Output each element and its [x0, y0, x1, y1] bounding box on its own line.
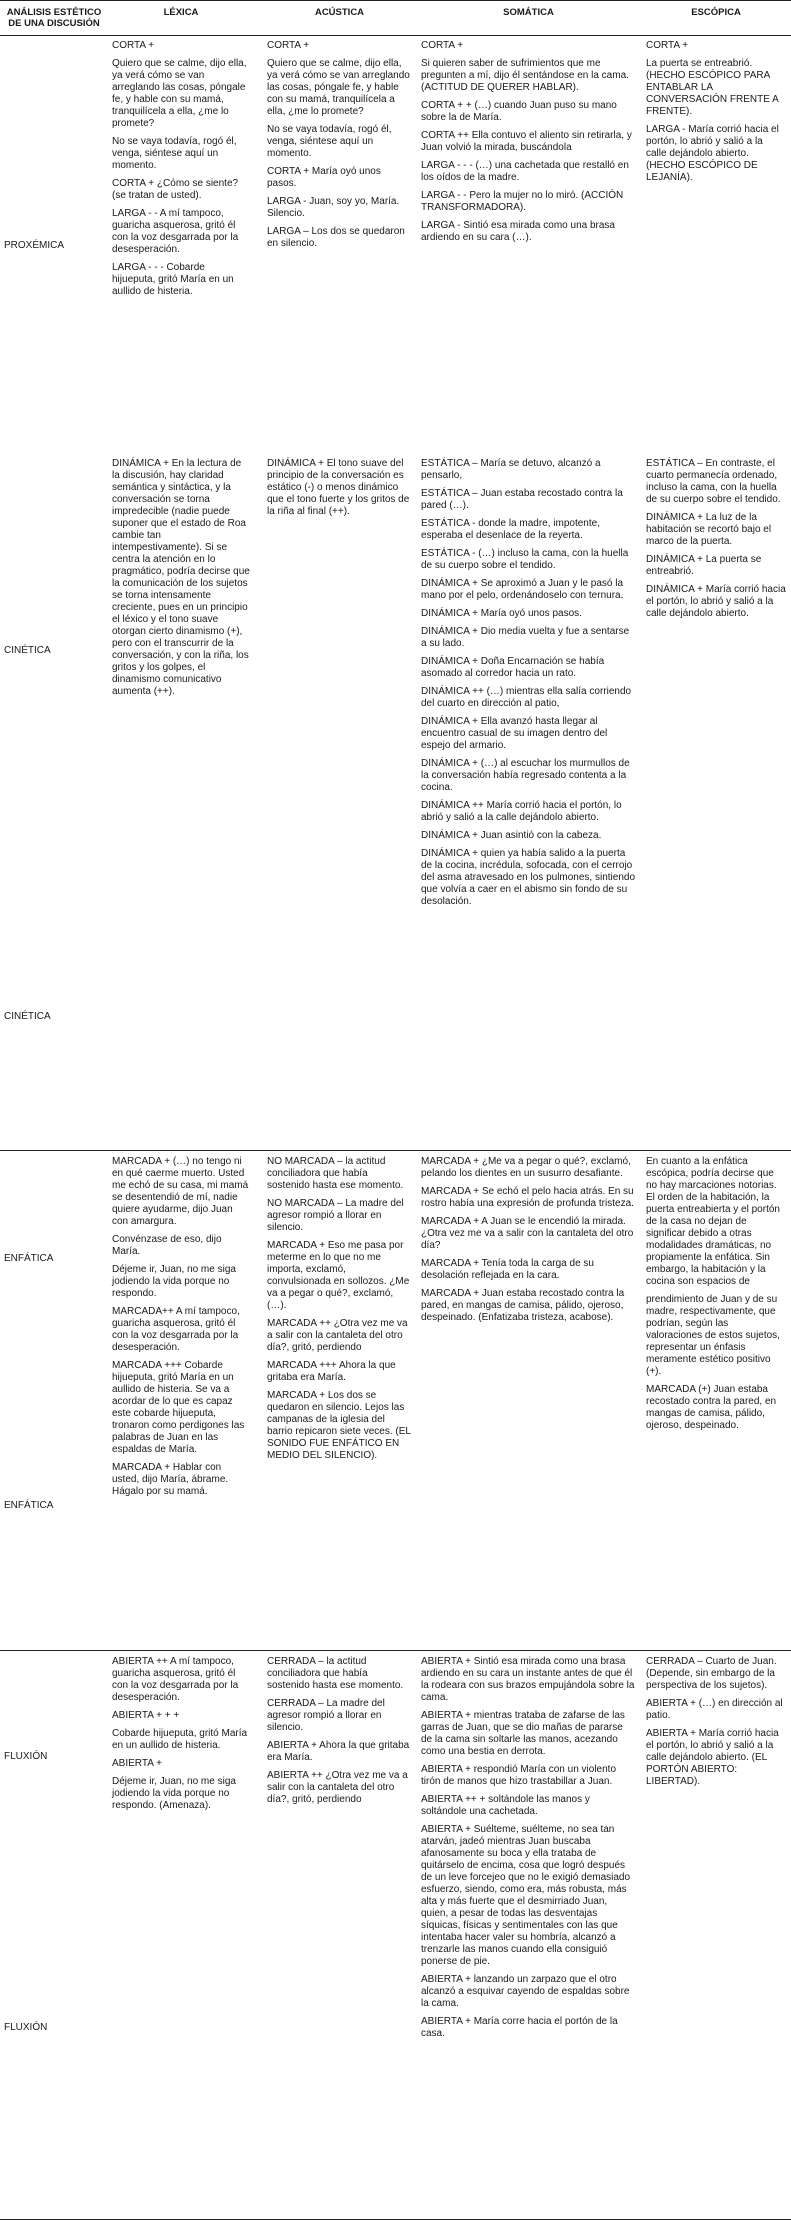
enfatica-acustica-cell — [267, 1156, 412, 1468]
row-label-enfatica: ENFÁTICA — [4, 1253, 54, 1264]
text-entry: NO MARCADA – la actitud conciliadora que había sostenido hasta ese momento. — [267, 1156, 404, 1191]
text-entry: CORTA + — [421, 40, 464, 51]
row-label-proxemica: PROXÉMICA — [4, 240, 65, 251]
text-entry: CERRADA – La madre del agresor rompió a llorar en silencio. — [267, 1698, 385, 1733]
text-entry: prendimiento de Juan y de su madre, respectivamente, que podrían, según las valoraciones de estos sujetos, representar un énfasis meramente estético positivo (+). — [646, 1294, 780, 1377]
fluxion-escopica-cell — [646, 1656, 786, 1794]
text-entry: Déjeme ir, Juan, no me siga jodiendo la vida porque no respondo. — [112, 1264, 236, 1299]
text-entry: ABIERTA ++ + soltándole las manos y soltándole una cachetada. — [421, 1794, 590, 1817]
text-entry: Quiero que se calme, dijo ella, ya verá cómo se van arreglando las cosas, póngale fe, y hable con su mamá, tranquilícela a ella, ¿me lo promete? — [112, 58, 247, 129]
text-entry: LARGA - Sintió esa mirada como una brasa ardiendo en su cara (…). — [421, 220, 615, 243]
text-entry: MARCADA + Tenía toda la carga de su desolación reflejada en la cara. — [421, 1258, 594, 1281]
text-entry: En cuanto a la enfática escópica, podría decirse que no hay marcaciones notorias. El orden de la habitación, la puerta entreabierta y el portón de la casa no dejan de significar debido a otras modalidades dramáticas, no propiamente la enfática. Sin embargo, la habitación y la cocina son espacios de — [646, 1156, 780, 1287]
text-entry: ESTÁTICA – En contraste, el cuarto permanecía ordenado, incluso la cama, con la huella de su cuerpo sobre el tendido. — [646, 458, 781, 505]
header-analisis: ANÁLISIS ESTÉTICO DE UNA DISCUSIÓN — [6, 7, 102, 29]
text-entry: DINÁMICA ++ María corrió hacia el portón, lo abrió y salió a la calle dejándolo abierto. — [421, 800, 622, 823]
header-somatica: SOMÁTICA — [503, 7, 554, 18]
header-acustica: ACÚSTICA — [314, 7, 365, 18]
text-entry: ABIERTA + María corre hacia el portón de la casa. — [421, 2016, 618, 2039]
proxemica-escopica-cell — [646, 40, 786, 190]
text-entry: MARCADA + Hablar con usted, dijo María, ábrame. Hágalo por su mamá. — [112, 1462, 229, 1497]
text-entry: LARGA - - - Cobarde hijueputa, gritó María en un aullido de histeria. — [112, 262, 234, 297]
text-entry: No se vaya todavía, rogó él, venga, siéntese aquí un momento. — [112, 136, 237, 171]
text-entry: La puerta se entreabrió. (HECHO ESCÓPICO PARA ENTABLAR LA CONVERSACIÓN FRENTE A FRENTE). — [646, 58, 779, 117]
text-entry: NO MARCADA – La madre del agresor rompió a llorar en silencio. — [267, 1198, 404, 1233]
text-entry: CORTA + ¿Cómo se siente? (se tratan de usted). — [112, 178, 239, 201]
divider-enfatica — [0, 1150, 791, 1151]
text-entry: MARCADA + ¿Me va a pegar o qué?, exclamó, pelando los dientes en un susurro desafiante. — [421, 1156, 631, 1179]
text-entry: Si quieren saber de sufrimientos que me pregunten a mí, dijo él sentándose en la cama. (ACTITUD DE QUERER HABLAR). — [421, 58, 629, 93]
text-entry: Cobarde hijueputa, gritó María en un aullido de histeria. — [112, 1728, 248, 1751]
text-entry: ABIERTA ++ A mí tampoco, guaricha asquerosa, gritó él con la voz desgarrada por la desesperación. — [112, 1656, 239, 1703]
text-entry: ABIERTA ++ ¿Otra vez me va a salir con la cantaleta del otro día?, gritó, perdiendo — [267, 1770, 408, 1805]
text-entry: ABIERTA + — [112, 1758, 162, 1769]
enfatica-escopica-cell — [646, 1156, 786, 1438]
text-entry: No se vaya todavía, rogó él, venga, siéntese aquí un momento. — [267, 124, 392, 159]
text-entry: DINÁMICA + María corrió hacia el portón, lo abrió y salió a la calle dejándolo abierto. — [646, 584, 786, 619]
text-entry: Déjeme ir, Juan, no me siga jodiendo la vida porque no respondo. (Amenaza). — [112, 1776, 236, 1811]
text-entry: CORTA + + (…) cuando Juan puso su mano sobre la de María. — [421, 100, 617, 123]
text-entry: ESTÁTICA – Juan estaba recostado contra la pared (…). — [421, 488, 623, 511]
header-escopica: ESCÓPICA — [691, 7, 741, 18]
text-entry: LARGA - María corrió hacia el portón, lo abrió y salió a la calle dejándolo abierto. (HECHO ESCÓPICO DE LEJANÍA). — [646, 124, 779, 183]
text-entry: ABIERTA + Suélteme, suélteme, no sea tan atarván, jadeó mientras Juan buscaba afanosamente su boca y ella trataba de quitárselo de encima, cosa que logró después de un leve forcejeo que no le exigió demasiado esfuerzo, siendo, como era, más robusta, más alta y más fuerte que el desmirriado Juan, quien, a pesar de todas las desventajas síquicas, físicas y sentimentales con las que intentaba hacer valer su hombría, alcanzó a trenzarle las manos cuando ella consiguió ponerse de pie. — [421, 1824, 631, 1967]
row-label-cinetica-2: CINÉTICA — [4, 1011, 51, 1022]
row-label-fluxion-2: FLUXIÓN — [4, 2022, 48, 2033]
divider-bottom — [0, 2219, 791, 2220]
divider-fluxion — [0, 1650, 791, 1651]
text-entry: CORTA + — [112, 40, 155, 51]
text-entry: DINÁMICA + quien ya había salido a la puerta de la cocina, incrédula, sofocada, con el cerrojo del asma atravesado en los pulmones, sintiendo que volvía a caer en el abismo sin fondo de su desolación. — [421, 848, 636, 907]
text-entry: MARCADA +++ Cobarde hijueputa, gritó María en un aullido de histeria. Se va a acordar de lo que es capaz este cobarde hijueputa, tronaron como perdigones las palabras de Juan en las espaldas de María. — [112, 1360, 245, 1455]
text-entry: ESTÁTICA - (…) incluso la cama, con la huella de su cuerpo sobre el tendido. — [421, 548, 629, 571]
text-entry: MARCADA + Juan estaba recostado contra la pared, en mangas de camisa, pálido, ojeroso, despeinado. (Enfatizaba tristeza, acabose). — [421, 1288, 625, 1323]
text-entry: CERRADA – Cuarto de Juan. (Depende, sin embargo de la perspectiva de los sujetos). — [646, 1656, 777, 1691]
text-entry: DINÁMICA + Ella avanzó hasta llegar al encuentro casual de su imagen dentro del espejo del armario. — [421, 716, 608, 751]
text-entry: CORTA ++ Ella contuvo el aliento sin retirarla, y Juan volvió la mirada, buscándola — [421, 130, 632, 153]
row-label-enfatica-2: ENFÁTICA — [4, 1500, 54, 1511]
text-entry: ABIERTA + Sintió esa mirada como una brasa ardiendo en su cara un instante antes de que él la rodeara con sus brazos empujándola sobre la cama. — [421, 1656, 635, 1703]
text-entry: ESTÁTICA - donde la madre, impotente, esperaba el desenlace de la reyerta. — [421, 518, 600, 541]
fluxion-somatica-cell — [421, 1656, 636, 2046]
text-entry: DINÁMICA + En la lectura de la discusión, hay claridad semántica y sintáctica, y la conversación se torna impredecible (nadie puede suponer que el estado de Roa cambie tan intempestivamente). Si se centra la atención en lo pragmático, podría decirse que la comunicación de los sujetos se torna intensamente creciente, pues en un principio el léxico y el tono suave otorgan cierto dinamismo (+), pero con el transcurrir de la conversación, y con la riña, los gritos y los golpes, el dinamismo comunicativo aumenta (++). — [112, 458, 250, 697]
text-entry: DINÁMICA + María oyó unos pasos. — [421, 608, 582, 619]
text-entry: ABIERTA + Ahora la que gritaba era María. — [267, 1740, 410, 1763]
text-entry: DINÁMICA + Juan asintió con la cabeza. — [421, 830, 602, 841]
row-label-cinetica: CINÉTICA — [4, 645, 51, 656]
proxemica-lexica-cell — [112, 40, 250, 304]
header-lexica: LÉXICA — [163, 7, 199, 18]
text-entry: ESTÁTICA – María se detuvo, alcanzó a pensarlo, — [421, 458, 601, 481]
table-header — [0, 0, 791, 36]
text-entry: ABIERTA + + + — [112, 1710, 180, 1721]
text-entry: DINÁMICA + Dio media vuelta y fue a sentarse a su lado. — [421, 626, 630, 649]
text-entry: CORTA + — [646, 40, 689, 51]
text-entry: DINÁMICA + La luz de la habitación se recortó bajo el marco de la puerta. — [646, 512, 772, 547]
proxemica-acustica-cell — [267, 40, 412, 256]
text-entry: DINÁMICA + Se aproximó a Juan y le pasó la mano por el pelo, ordenándoselo con ternura. — [421, 578, 624, 601]
enfatica-lexica-cell — [112, 1156, 250, 1504]
text-entry: DINÁMICA + Doña Encarnación se había asomado al corredor hacia un rato. — [421, 656, 605, 679]
text-entry: DINÁMICA ++ (…) mientras ella salía corriendo del cuarto en dirección al patio, — [421, 686, 632, 709]
text-entry: LARGA – Los dos se quedaron en silencio. — [267, 226, 405, 249]
text-entry: ABIERTA + respondió María con un violento tirón de manos que hizo trastabillar a Juan. — [421, 1764, 617, 1787]
text-entry: MARCADA++ A mí tampoco, guaricha asquerosa, gritó él con la voz desgarrada por la desesperación. — [112, 1306, 240, 1353]
cinetica-somatica-cell — [421, 458, 636, 914]
text-entry: MARCADA (+) Juan estaba recostado contra la pared, en mangas de camisa, pálido, ojeroso, despeinado. — [646, 1384, 777, 1431]
fluxion-acustica-cell — [267, 1656, 412, 1812]
text-entry: ABIERTA + lanzando un zarpazo que el otro alcanzó a esquivar cayendo de espaldas sobre la cama. — [421, 1974, 630, 2009]
enfatica-somatica-cell — [421, 1156, 636, 1330]
proxemica-somatica-cell — [421, 40, 636, 250]
text-entry: LARGA - Juan, soy yo, María. Silencio. — [267, 196, 400, 219]
text-entry: Convénzase de eso, dijo María. — [112, 1234, 222, 1257]
cinetica-lexica-cell — [112, 458, 250, 704]
cinetica-acustica-cell — [267, 458, 412, 524]
text-entry: LARGA - - Pero la mujer no lo miró. (ACCIÓN TRANSFORMADORA). — [421, 190, 624, 213]
text-entry: MARCADA + (…) no tengo ni en qué caerme muerto. Usted me echó de su casa, mi mamá se desentendió de mí, nadie quiere ayudarme, dijo Juan con amargura. — [112, 1156, 249, 1227]
text-entry: ABIERTA + (…) en dirección al patio. — [646, 1698, 783, 1721]
text-entry: MARCADA + A Juan se le encendió la mirada. ¿Otra vez me va a salir con la cantaleta del otro día? — [421, 1216, 634, 1251]
text-entry: LARGA - - - (…) una cachetada que restalló en los oídos de la madre. — [421, 160, 629, 183]
text-entry: MARCADA ++ ¿Otra vez me va a salir con la cantaleta del otro día?, gritó, perdiendo — [267, 1318, 408, 1353]
text-entry: CORTA + María oyó unos pasos. — [267, 166, 381, 189]
text-entry: MARCADA +++ Ahora la que gritaba era María. — [267, 1360, 396, 1383]
text-entry: MARCADA + Se echó el pelo hacia atrás. En su rostro había una expresión de profunda tristeza. — [421, 1186, 634, 1209]
text-entry: MARCADA + Los dos se quedaron en silencio. Lejos las campanas de la iglesia del barrio repicaron siete veces. (EL SONIDO FUE ENFÁTICO EN MEDIO DEL SILENCIO). — [267, 1390, 411, 1461]
text-entry: Quiero que se calme, dijo ella, ya verá cómo se van arreglando las cosas, póngale fe, y hable con su mamá, tranquilícela a ella, ¿me lo promete? — [267, 58, 410, 117]
text-entry: DINÁMICA + El tono suave del principio de la conversación es estático (-) o menos dinámico que el tono fuerte y los gritos de la riña al final (++). — [267, 458, 410, 517]
text-entry: CORTA + — [267, 40, 310, 51]
cinetica-escopica-cell — [646, 458, 786, 626]
text-entry: ABIERTA + María corrió hacia el portón, lo abrió y salió a la calle dejándolo abierto. (EL PORTÓN ABIERTO: LIBERTAD). — [646, 1728, 779, 1787]
text-entry: LARGA - - A mí tampoco, guaricha asquerosa, gritó él con la voz desgarrada por la desesperación. — [112, 208, 239, 255]
text-entry: ABIERTA + mientras trataba de zafarse de las garras de Juan, que se dio mañas de pararse de la cama sin soltarle las manos, acezando como una bestia en derrota. — [421, 1710, 625, 1757]
text-entry: MARCADA + Eso me pasa por meterme en lo que no me importa, exclamó, convulsionada en sollozos. ¿Me va a pegar o qué?, exclamó, (…). — [267, 1240, 410, 1311]
row-label-fluxion: FLUXIÓN — [4, 1751, 48, 1762]
fluxion-lexica-cell — [112, 1656, 250, 1818]
text-entry: DINÁMICA + La puerta se entreabrió. — [646, 554, 762, 577]
text-entry: CERRADA – la actitud conciliadora que había sostenido hasta ese momento. — [267, 1656, 404, 1691]
text-entry: DINÁMICA + (…) al escuchar los murmullos de la conversación había regresado contenta a la cocina. — [421, 758, 630, 793]
